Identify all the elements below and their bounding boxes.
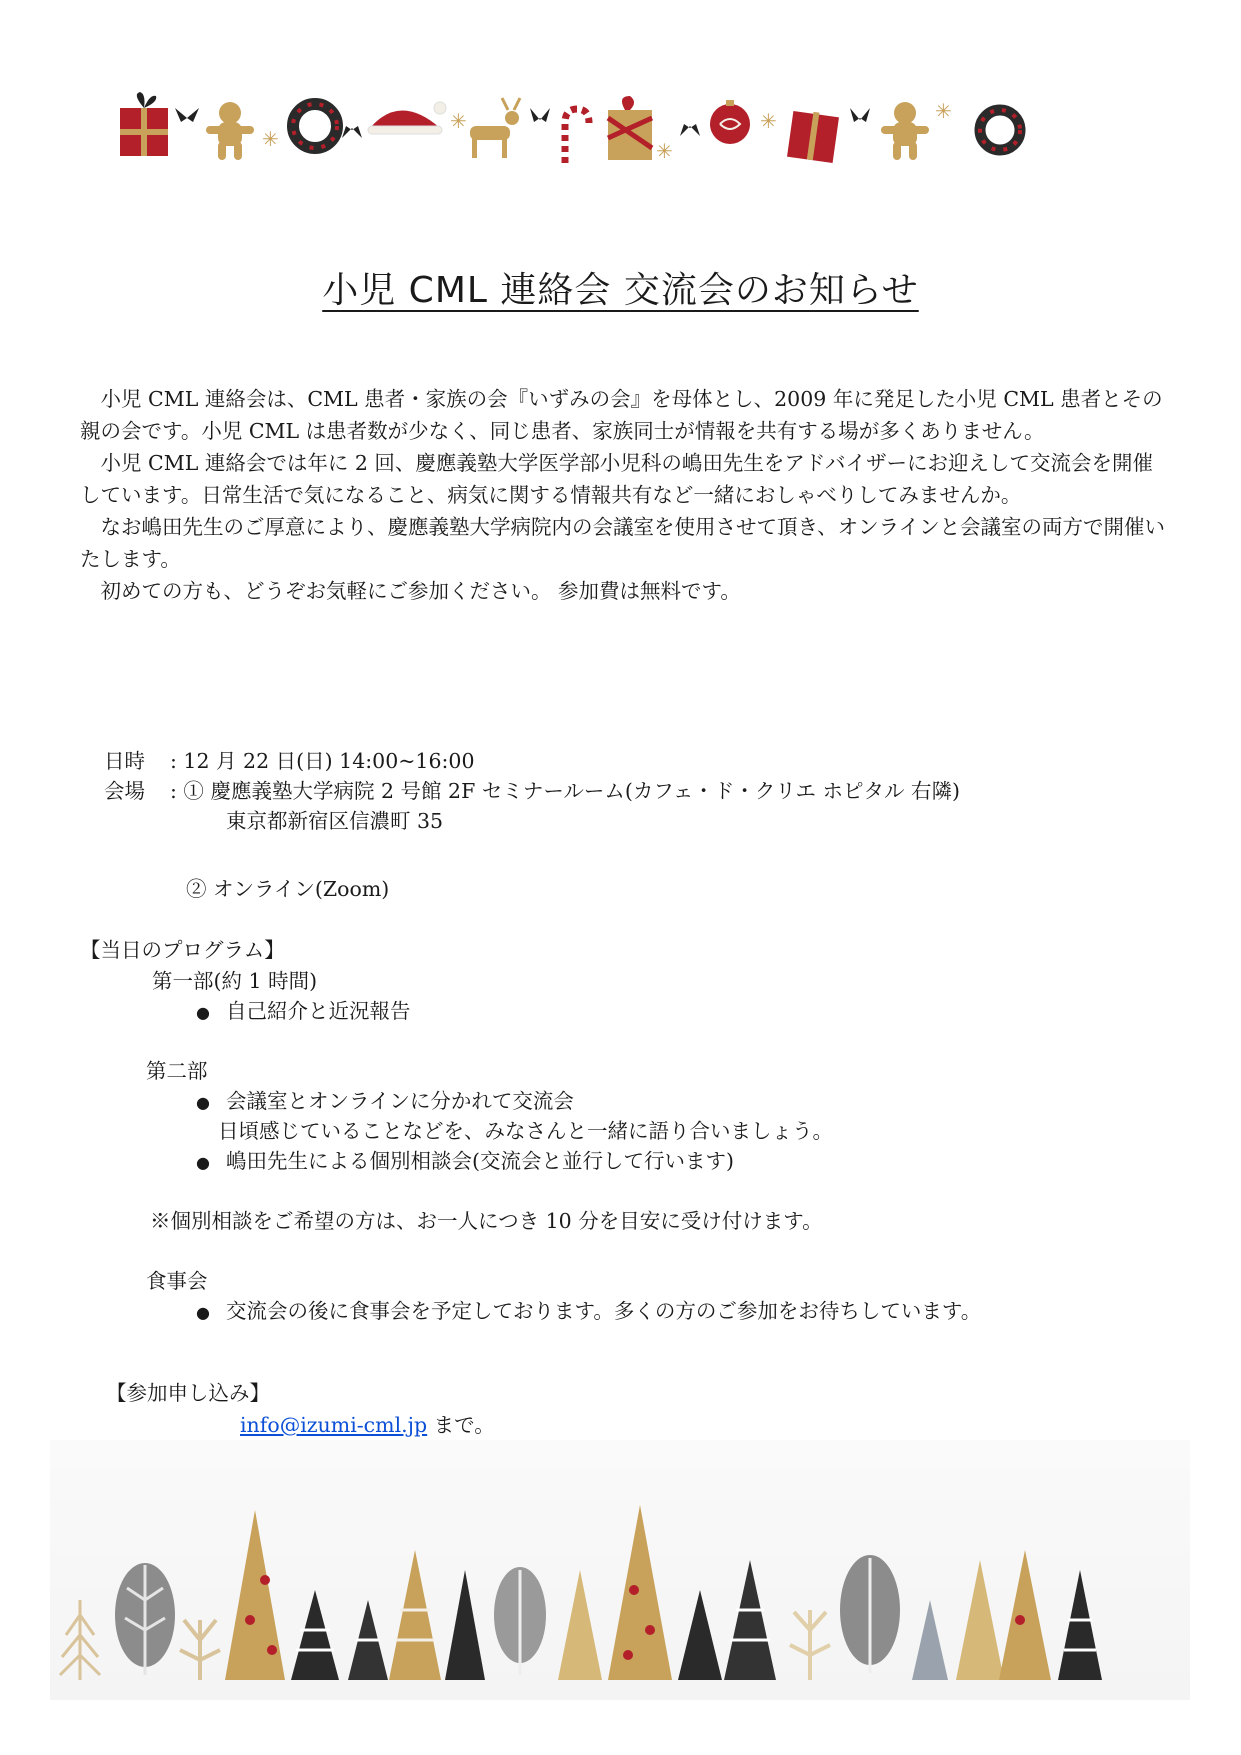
- dinner-item: ● 交流会の後に食事会を予定しております。多くの方のご参加をお待ちしています。: [196, 1296, 981, 1328]
- snowflake-icon: ✳: [262, 127, 279, 151]
- dinner-title: 食事会: [146, 1269, 208, 1293]
- holly-leaf-icon: [680, 124, 700, 136]
- snowflake-icon: ✳: [656, 139, 673, 163]
- intro-text: [80, 383, 1170, 607]
- present-icon: [608, 96, 652, 160]
- intro-paragraph: なお嶋田先生のご厚意により、慶應義塾大学病院内の会議室を使用させて頂き、オンラインと会議室の両方で開催いたします。: [80, 515, 1166, 571]
- part2-item-2: ● 嶋田先生による個別相談会(交流会と並行して行います): [196, 1146, 734, 1178]
- gingerbread-man-icon: [881, 102, 929, 160]
- ornament-ball-icon: [710, 100, 750, 144]
- application-suffix: まで。: [427, 1413, 495, 1437]
- application-line: [240, 1410, 495, 1440]
- candy-cane-icon: [565, 109, 589, 163]
- venue-1: : ① 慶應義塾大学病院 2 号館 2F セミナールーム(カフェ・ド・クリエ ホピタル 右隣): [170, 779, 960, 803]
- snowflake-icon: ✳: [760, 109, 777, 133]
- part1-title: 第一部(約 1 時間): [152, 969, 318, 993]
- christmas-ornament-banner: [120, 88, 1120, 188]
- part2-title: 第二部: [146, 1059, 208, 1083]
- santa-hat-icon: [368, 102, 446, 134]
- intro-paragraph: 小児 CML 連絡会は、CML 患者・家族の会『いずみの会』を母体とし、2009 年に発足した小児 CML 患者とその親の会です。小児 CML は患者数が少なく、同じ患者、家族同士が情報を共有する場が多くありません。: [80, 387, 1163, 443]
- part1-item: ● 自己紹介と近況報告: [196, 996, 411, 1028]
- page-title: 小児 CML 連絡会 交流会のお知らせ: [322, 270, 919, 311]
- program-heading: 【当日のプログラム】: [80, 938, 285, 962]
- venue-label: 会場: [104, 779, 145, 803]
- snowflake-icon: ✳: [450, 109, 467, 133]
- venue-1-address: 東京都新宿区信濃町 35: [226, 809, 444, 833]
- holly-leaf-icon: [342, 126, 362, 138]
- wreath-icon: [980, 110, 1020, 150]
- part2-item-1: ● 会議室とオンラインに分かれて交流会: [196, 1086, 574, 1118]
- consult-note: ※個別相談をご希望の方は、お一人につき 10 分を目安に受け付けます。: [150, 1209, 823, 1233]
- reindeer-icon: [470, 98, 520, 158]
- datetime-label: 日時: [104, 749, 145, 773]
- datetime-value: : 12 月 22 日(日) 14:00~16:00: [170, 749, 475, 773]
- intro-paragraph: 小児 CML 連絡会では年に 2 回、慶應義塾大学医学部小児科の嶋田先生をアドバイザーにお迎えして交流会を開催しています。日常生活で気になること、病気に関する情報共有など一緒におしゃべりしてみませんか。: [80, 451, 1153, 507]
- holly-leaf-icon: [175, 108, 199, 122]
- gingerbread-man-icon: [206, 102, 254, 160]
- snowflake-icon: ✳: [935, 99, 952, 123]
- gift-box-icon: [787, 111, 839, 163]
- holly-leaf-icon: [850, 108, 870, 122]
- part2-item-1-note: 日頃感じていることなどを、みなさんと一緒に語り合いましょう。: [218, 1119, 833, 1143]
- christmas-tree-banner: [50, 1440, 1190, 1700]
- email-link[interactable]: info@izumi-cml.jp: [240, 1413, 428, 1437]
- venue-2: ② オンライン(Zoom): [186, 877, 390, 901]
- intro-paragraph: 初めての方も、どうぞお気軽にご参加ください。 参加費は無料です。: [100, 579, 741, 603]
- holly-leaf-icon: [530, 108, 550, 122]
- wreath-icon: [293, 104, 337, 148]
- application-heading: 【参加申し込み】: [106, 1381, 270, 1405]
- gift-box-icon: [120, 92, 168, 156]
